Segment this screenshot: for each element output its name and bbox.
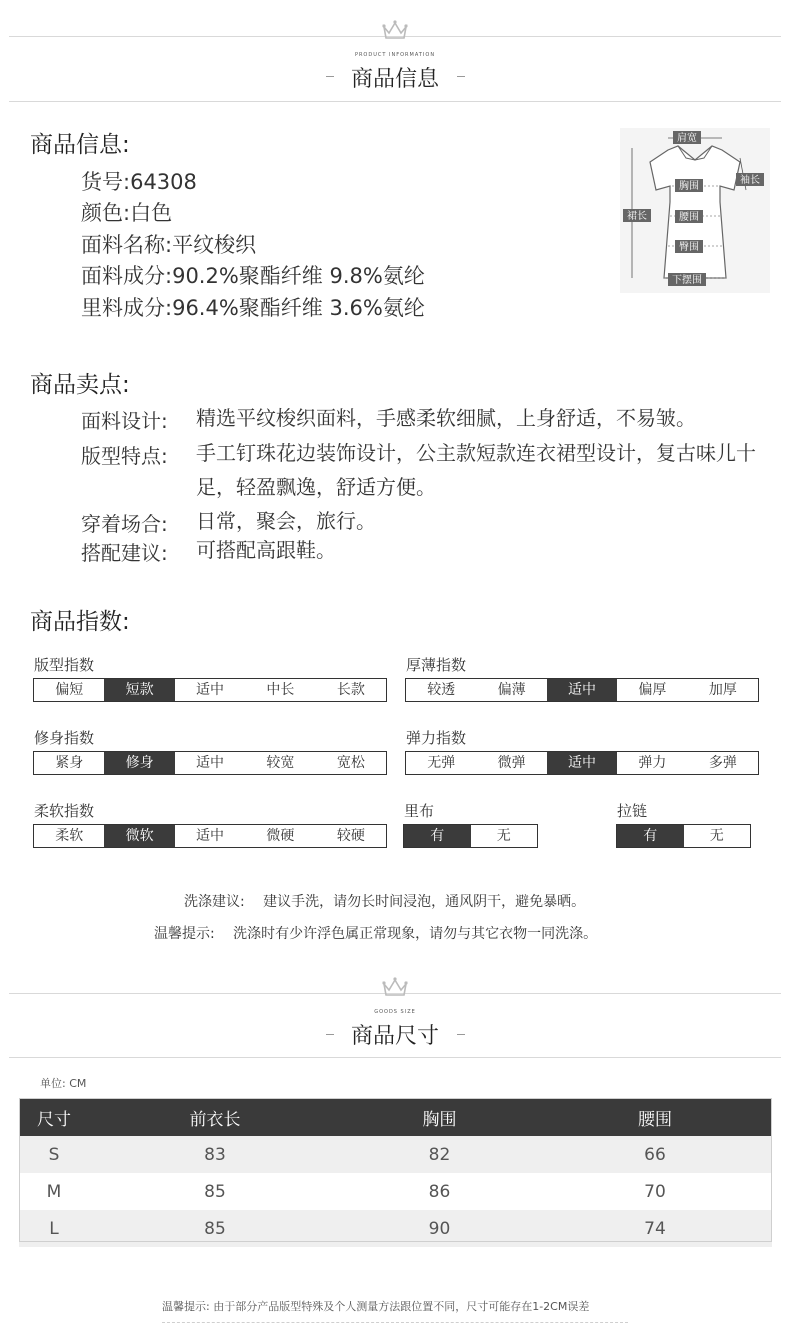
table-cell: 83: [89, 1136, 341, 1173]
index-label-thickness: 厚薄指数: [406, 656, 467, 674]
index-scale-lining: [403, 824, 538, 848]
selling-label: 面料设计:: [81, 409, 168, 433]
diagram-label-sleeve: 袖长: [740, 175, 760, 186]
index-option: 适中: [196, 828, 225, 844]
index-option: 适中: [547, 679, 617, 701]
table-cell: L: [19, 1210, 89, 1247]
table-row: [19, 1210, 772, 1247]
info-heading: 商品信息:: [30, 132, 130, 158]
index-option: 微硬: [266, 828, 295, 844]
diagram-label-waist: 腰围: [679, 212, 699, 223]
index-option: 弹力: [638, 755, 667, 771]
diagram-label-hem: 下摆围: [672, 275, 702, 286]
selling-text: 手工钉珠花边装饰设计，公主款短款连衣裙型设计，复古味儿十足，轻盈飘逸，舒适方便。: [196, 441, 756, 499]
index-scale-fit: [33, 678, 387, 702]
index-option: 加厚: [708, 682, 737, 698]
table-cell: S: [19, 1136, 89, 1173]
diagram-label-shoulder: 肩宽: [677, 133, 697, 144]
wash-tip-text: 洗涤时有少许浮色属正常现象，请勿与其它衣物一同洗涤。: [233, 926, 598, 942]
wash-tip-label: 温馨提示:: [154, 926, 215, 942]
wash-tip: [154, 923, 597, 943]
index-option: 偏薄: [497, 682, 526, 698]
size-note: 温馨提示: 由于部分产品版型特殊及个人测量方法跟位置不同，尺寸可能存在1-2CM误差: [162, 1300, 590, 1313]
table-header: 胸围: [341, 1098, 538, 1136]
selling-label: 穿着场合:: [81, 512, 168, 536]
section-title: 商品信息: [350, 67, 439, 92]
section-title: 商品尺寸: [350, 1024, 439, 1049]
index-option: 有: [404, 825, 471, 847]
index-option: 无弹: [427, 755, 456, 771]
diagram-label-chest: 胸围: [679, 181, 699, 192]
selling-label: 搭配建议:: [81, 541, 168, 565]
crown-icon: [382, 976, 408, 998]
index-scale-slim: [33, 751, 387, 775]
index-option: 偏厚: [638, 682, 667, 698]
index-scale-zipper: [616, 824, 751, 848]
table-header: 前衣长: [89, 1098, 341, 1136]
wash-advice: [184, 891, 585, 911]
index-label-stretch: 弹力指数: [406, 729, 467, 747]
info-row: 里料成分:96.4%聚酯纤维 3.6%氨纶: [81, 296, 425, 320]
index-label-fit: 版型指数: [34, 656, 95, 674]
index-option: 适中: [196, 755, 225, 771]
info-row: 货号:64308: [81, 170, 197, 194]
selling-text: 可搭配高跟鞋。: [196, 538, 336, 562]
divider: [9, 1057, 781, 1058]
table-cell: 85: [89, 1210, 341, 1247]
size-table: [19, 1098, 772, 1247]
index-option: 较硬: [336, 828, 365, 844]
selling-text: 日常，聚会，旅行。: [196, 509, 376, 533]
index-label-softness: 柔软指数: [34, 802, 95, 820]
title-dash-right: [457, 1034, 465, 1035]
index-option: 多弹: [708, 755, 737, 771]
index-option: 微弹: [497, 755, 526, 771]
selling-label: 版型特点:: [81, 444, 168, 468]
table-row: [19, 1136, 772, 1173]
selling-heading: 商品卖点:: [30, 372, 130, 398]
divider: [9, 101, 781, 102]
table-header: 腰围: [538, 1098, 772, 1136]
table-cell: 74: [538, 1210, 772, 1247]
table-cell: 86: [341, 1173, 538, 1210]
footer-divider: [162, 1322, 628, 1323]
index-option: 适中: [196, 682, 225, 698]
index-option: 无: [496, 828, 511, 844]
index-label-lining: 里布: [404, 802, 435, 820]
index-label-slim: 修身指数: [34, 729, 95, 747]
info-row: 颜色:白色: [81, 201, 173, 225]
info-row: 面料成分:90.2%聚酯纤维 9.8%氨纶: [81, 264, 425, 288]
table-cell: 82: [341, 1136, 538, 1173]
index-option: 有: [617, 825, 684, 847]
dress-measurement-diagram: [620, 128, 770, 293]
size-unit: 单位: CM: [40, 1077, 87, 1090]
title-dash-right: [457, 76, 465, 77]
index-option: 修身: [104, 752, 174, 774]
selling-text: 精选平纹梭织面料，手感柔软细腻，上身舒适，不易皱。: [196, 406, 696, 430]
index-option: 柔软: [55, 828, 84, 844]
section-subtitle: GOODS SIZE: [374, 1009, 416, 1015]
index-label-zipper: 拉链: [617, 802, 648, 820]
wash-advice-label: 洗涤建议:: [184, 894, 245, 910]
table-cell: 90: [341, 1210, 538, 1247]
index-option: 适中: [547, 752, 617, 774]
index-scale-thickness: [405, 678, 759, 702]
index-option: 紧身: [55, 755, 84, 771]
table-header: 尺寸: [19, 1098, 89, 1136]
index-scale-softness: [33, 824, 387, 848]
index-option: 较宽: [266, 755, 295, 771]
index-option: 微软: [104, 825, 174, 847]
table-cell: M: [19, 1173, 89, 1210]
table-row: [19, 1173, 772, 1210]
info-row: 面料名称:平纹梭织: [81, 233, 257, 257]
index-option: 较透: [427, 682, 456, 698]
index-option: 宽松: [336, 755, 365, 771]
wash-advice-text: 建议手洗，请勿长时间浸泡，通风阴干，避免暴晒。: [263, 894, 586, 910]
diagram-label-skirt: 裙长: [627, 211, 647, 222]
diagram-label-hip: 臀围: [679, 242, 699, 253]
crown-icon: [382, 19, 408, 41]
table-cell: 85: [89, 1173, 341, 1210]
section-subtitle: PRODUCT INFORMATION: [354, 52, 436, 58]
index-heading: 商品指数:: [30, 609, 130, 635]
index-scale-stretch: [405, 751, 759, 775]
table-cell: 66: [538, 1136, 772, 1173]
index-option: 短款: [104, 679, 174, 701]
index-option: 无: [709, 828, 724, 844]
index-option: 偏短: [55, 682, 84, 698]
index-option: 长款: [336, 682, 365, 698]
index-option: 中长: [266, 682, 295, 698]
table-cell: 70: [538, 1173, 772, 1210]
table-header-row: [19, 1098, 772, 1136]
